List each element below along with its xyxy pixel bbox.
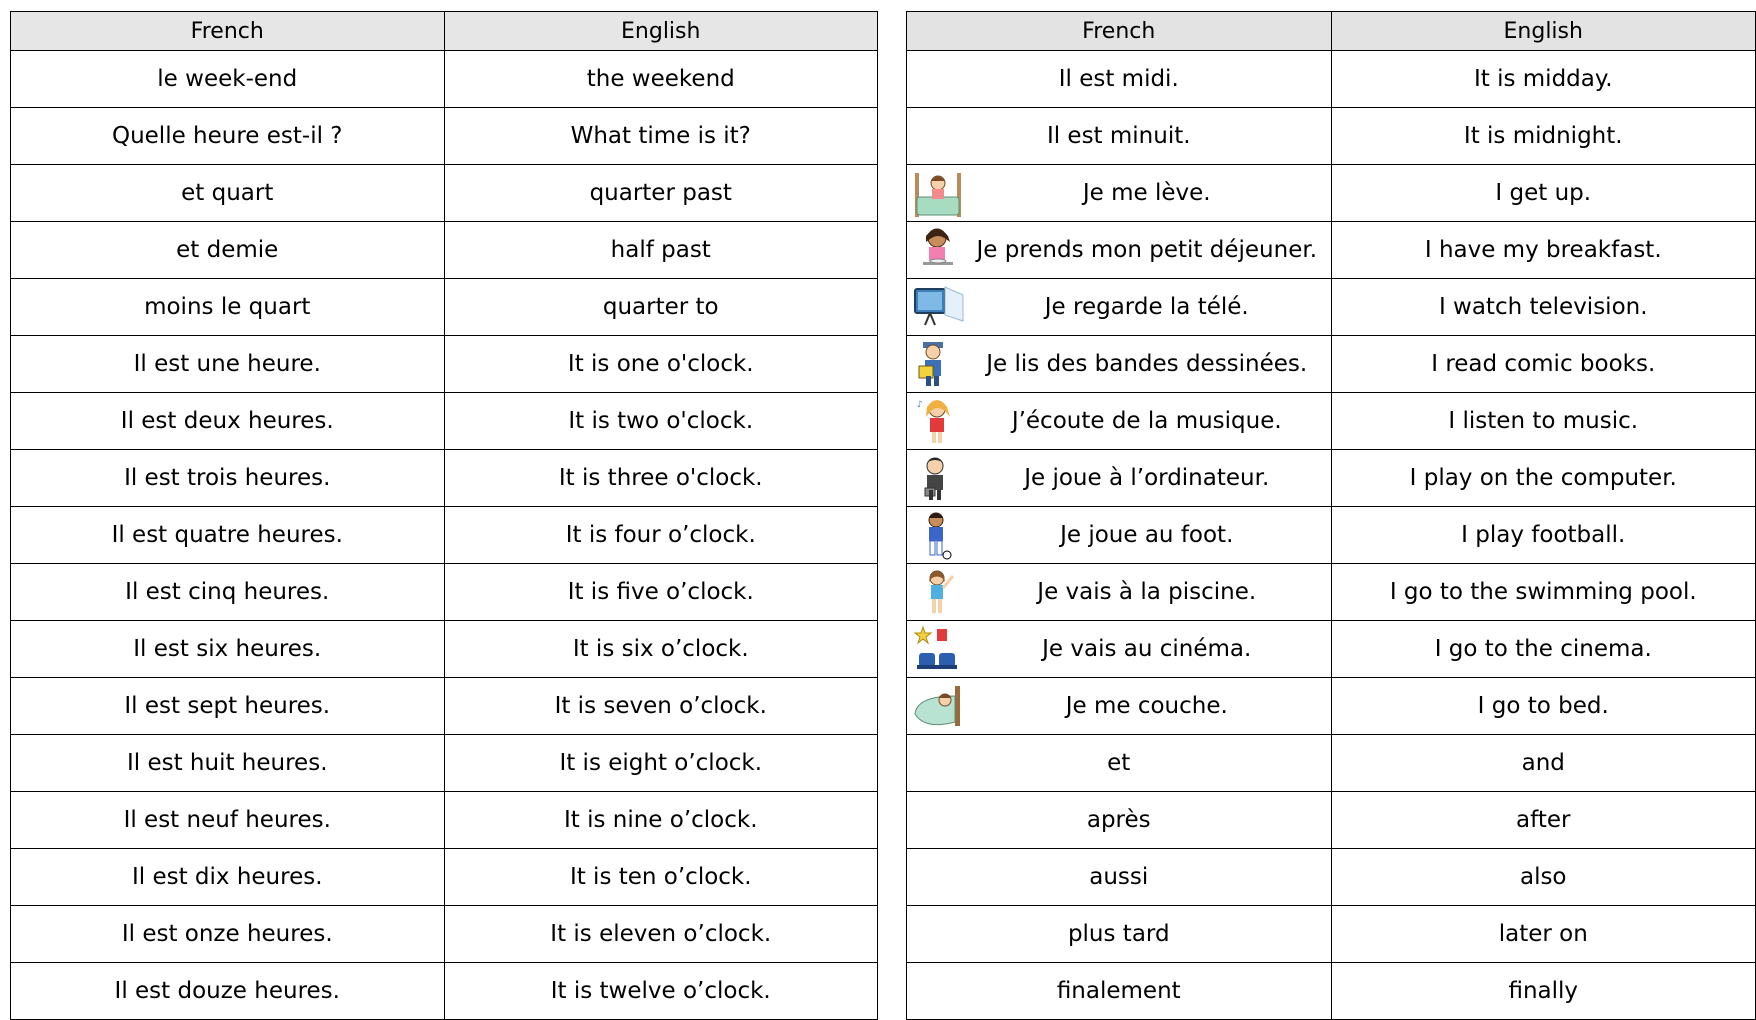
girl-eating-breakfast-icon — [911, 224, 965, 276]
french-cell — [11, 279, 445, 336]
french-phrase: Il est midi. — [1058, 66, 1179, 92]
english-cell — [1331, 849, 1756, 906]
english-translation: It is three o'clock. — [558, 465, 763, 491]
english-cell — [444, 564, 878, 621]
english-cell — [444, 393, 878, 450]
french-phrase: finalement — [1056, 978, 1181, 1004]
french-cell — [11, 108, 445, 165]
english-translation: I go to the swimming pool. — [1389, 579, 1697, 605]
french-cell — [907, 450, 1332, 507]
table-row — [907, 963, 1756, 1020]
vocabulary-table-right — [906, 11, 1756, 1020]
table-row — [907, 336, 1756, 393]
english-cell — [1331, 108, 1756, 165]
table-row — [11, 222, 878, 279]
french-cell — [11, 393, 445, 450]
french-cell — [907, 222, 1332, 279]
french-phrase: Je prends mon petit déjeuner. — [976, 237, 1318, 263]
header-english: English — [444, 12, 878, 51]
french-cell — [11, 51, 445, 108]
french-cell — [907, 279, 1332, 336]
table-row — [11, 108, 878, 165]
english-translation: It is one o'clock. — [567, 351, 754, 377]
header-english: English — [1331, 12, 1756, 51]
english-cell — [444, 849, 878, 906]
french-phrase: et — [1107, 750, 1131, 776]
english-cell — [444, 108, 878, 165]
english-cell — [1331, 906, 1756, 963]
english-translation: What time is it? — [570, 123, 751, 149]
french-phrase: Il est minuit. — [1046, 123, 1191, 149]
english-translation: I go to bed. — [1477, 693, 1609, 719]
french-phrase: Je me lève. — [1082, 180, 1211, 206]
french-cell — [11, 165, 445, 222]
french-phrase: Il est deux heures. — [120, 408, 334, 434]
french-cell — [11, 849, 445, 906]
french-cell — [907, 849, 1332, 906]
english-cell — [1331, 222, 1756, 279]
french-phrase: aussi — [1089, 864, 1149, 890]
french-cell — [907, 963, 1332, 1020]
english-translation: the weekend — [586, 66, 735, 92]
english-cell — [1331, 507, 1756, 564]
french-cell — [907, 621, 1332, 678]
french-phrase: Il est douze heures. — [114, 978, 340, 1004]
english-cell — [444, 507, 878, 564]
english-translation: and — [1521, 750, 1565, 776]
french-phrase: Il est six heures. — [133, 636, 322, 662]
english-cell — [444, 678, 878, 735]
french-phrase: J’écoute de la musique. — [1011, 408, 1282, 434]
table-row — [907, 621, 1756, 678]
table-row — [11, 507, 878, 564]
table-row — [907, 564, 1756, 621]
english-translation: It is midnight. — [1463, 123, 1623, 149]
english-translation: I get up. — [1495, 180, 1592, 206]
french-cell — [907, 51, 1332, 108]
table-row — [11, 621, 878, 678]
french-cell — [907, 735, 1332, 792]
french-cell — [907, 507, 1332, 564]
french-cell — [907, 108, 1332, 165]
english-translation: I go to the cinema. — [1434, 636, 1652, 662]
english-translation: I play on the computer. — [1409, 465, 1677, 491]
french-cell — [11, 963, 445, 1020]
english-translation: later on — [1498, 921, 1588, 947]
french-phrase: Je vais à la piscine. — [1037, 579, 1257, 605]
french-phrase: Je joue au foot. — [1060, 522, 1234, 548]
table-row — [11, 792, 878, 849]
english-cell — [444, 279, 878, 336]
french-phrase: le week-end — [157, 66, 298, 92]
french-cell — [907, 165, 1332, 222]
english-translation: It is five o’clock. — [567, 579, 754, 605]
girl-swimming-icon — [911, 566, 965, 618]
header-french: French — [907, 12, 1332, 51]
english-cell — [444, 963, 878, 1020]
french-phrase: Il est sept heures. — [124, 693, 331, 719]
table-row — [11, 450, 878, 507]
english-translation: I have my breakfast. — [1424, 237, 1662, 263]
english-translation: It is two o'clock. — [568, 408, 754, 434]
english-translation: half past — [610, 237, 711, 263]
english-cell — [1331, 621, 1756, 678]
french-cell — [11, 450, 445, 507]
english-cell — [1331, 51, 1756, 108]
english-cell — [444, 336, 878, 393]
french-cell — [11, 678, 445, 735]
english-translation: It is four o’clock. — [565, 522, 756, 548]
english-cell — [1331, 735, 1756, 792]
english-translation: It is twelve o’clock. — [550, 978, 771, 1004]
english-translation: also — [1519, 864, 1567, 890]
english-cell — [1331, 165, 1756, 222]
table-row — [907, 735, 1756, 792]
french-cell — [907, 393, 1332, 450]
english-cell — [1331, 678, 1756, 735]
boy-reading-comic-icon — [911, 338, 965, 390]
french-cell — [907, 906, 1332, 963]
table-row — [907, 393, 1756, 450]
table-row — [907, 906, 1756, 963]
french-phrase: Il est onze heures. — [121, 921, 333, 947]
french-phrase: après — [1086, 807, 1151, 833]
french-cell — [11, 792, 445, 849]
header-row — [11, 12, 878, 51]
english-cell — [444, 222, 878, 279]
french-phrase: et quart — [181, 180, 274, 206]
table-row — [907, 849, 1756, 906]
english-cell — [1331, 336, 1756, 393]
french-phrase: moins le quart — [144, 294, 311, 320]
cinema-seats-icon — [911, 623, 965, 675]
child-sleeping-in-bed-icon — [911, 680, 965, 732]
english-cell — [1331, 792, 1756, 849]
english-translation: I play football. — [1461, 522, 1626, 548]
english-translation: It is six o’clock. — [572, 636, 749, 662]
english-cell — [1331, 393, 1756, 450]
english-cell — [444, 165, 878, 222]
french-cell — [907, 336, 1332, 393]
english-translation: It is seven o’clock. — [554, 693, 767, 719]
english-translation: It is eleven o’clock. — [550, 921, 772, 947]
table-row — [907, 108, 1756, 165]
boy-playing-football-icon — [911, 509, 965, 561]
table-row — [11, 906, 878, 963]
french-cell — [11, 735, 445, 792]
table-row — [11, 564, 878, 621]
table-row — [907, 51, 1756, 108]
french-phrase: Il est cinq heures. — [125, 579, 330, 605]
table-row — [907, 279, 1756, 336]
english-cell — [1331, 279, 1756, 336]
french-phrase: Quelle heure est-il ? — [111, 123, 343, 149]
table-row — [907, 450, 1756, 507]
french-cell — [907, 678, 1332, 735]
english-cell — [444, 51, 878, 108]
english-cell — [1331, 564, 1756, 621]
svg-text:♪: ♪ — [917, 400, 923, 410]
english-cell — [444, 621, 878, 678]
child-waking-in-bed-icon — [911, 167, 965, 219]
english-translation: It is midday. — [1473, 66, 1613, 92]
girl-listening-music-icon — [911, 395, 965, 447]
english-cell — [1331, 450, 1756, 507]
english-cell — [444, 792, 878, 849]
french-cell — [11, 222, 445, 279]
table-row — [11, 735, 878, 792]
table-row — [11, 165, 878, 222]
english-translation: It is nine o’clock. — [563, 807, 758, 833]
table-row — [11, 963, 878, 1020]
french-phrase: Il est neuf heures. — [123, 807, 331, 833]
boy-at-computer-icon — [911, 452, 965, 504]
header-row — [907, 12, 1756, 51]
table-row — [907, 165, 1756, 222]
table-row — [11, 849, 878, 906]
french-cell — [11, 336, 445, 393]
table-row — [11, 336, 878, 393]
french-cell — [907, 564, 1332, 621]
french-phrase: Je regarde la télé. — [1044, 294, 1249, 320]
english-translation: It is ten o’clock. — [569, 864, 752, 890]
english-translation: finally — [1508, 978, 1579, 1004]
french-cell — [11, 621, 445, 678]
english-cell — [444, 906, 878, 963]
english-cell — [444, 450, 878, 507]
table-row — [11, 279, 878, 336]
french-cell — [11, 564, 445, 621]
french-phrase: Il est huit heures. — [126, 750, 328, 776]
english-translation: quarter to — [602, 294, 719, 320]
french-phrase: Je me couche. — [1065, 693, 1228, 719]
french-phrase: Il est dix heures. — [131, 864, 323, 890]
header-french: French — [11, 12, 445, 51]
vocabulary-table-left — [10, 11, 878, 1020]
french-phrase: et demie — [176, 237, 279, 263]
table-row — [907, 507, 1756, 564]
french-cell — [907, 792, 1332, 849]
french-cell — [11, 507, 445, 564]
english-translation: I listen to music. — [1448, 408, 1639, 434]
table-row — [11, 51, 878, 108]
table-row — [907, 678, 1756, 735]
english-translation: It is eight o’clock. — [559, 750, 763, 776]
english-cell — [444, 735, 878, 792]
french-phrase: Je lis des bandes dessinées. — [986, 351, 1308, 377]
english-translation: I read comic books. — [1431, 351, 1656, 377]
table-row — [11, 678, 878, 735]
french-phrase: Il est quatre heures. — [111, 522, 343, 548]
french-cell — [11, 906, 445, 963]
english-translation: I watch television. — [1438, 294, 1648, 320]
english-translation: quarter past — [589, 180, 732, 206]
table-row — [907, 792, 1756, 849]
french-phrase: Il est une heure. — [133, 351, 321, 377]
table-row — [11, 393, 878, 450]
french-phrase: Je joue à l’ordinateur. — [1024, 465, 1270, 491]
english-translation: after — [1516, 807, 1571, 833]
french-phrase: Je vais au cinéma. — [1042, 636, 1252, 662]
french-phrase: plus tard — [1067, 921, 1170, 947]
television-icon — [911, 281, 965, 333]
french-phrase: Il est trois heures. — [124, 465, 331, 491]
table-row — [907, 222, 1756, 279]
english-cell — [1331, 963, 1756, 1020]
